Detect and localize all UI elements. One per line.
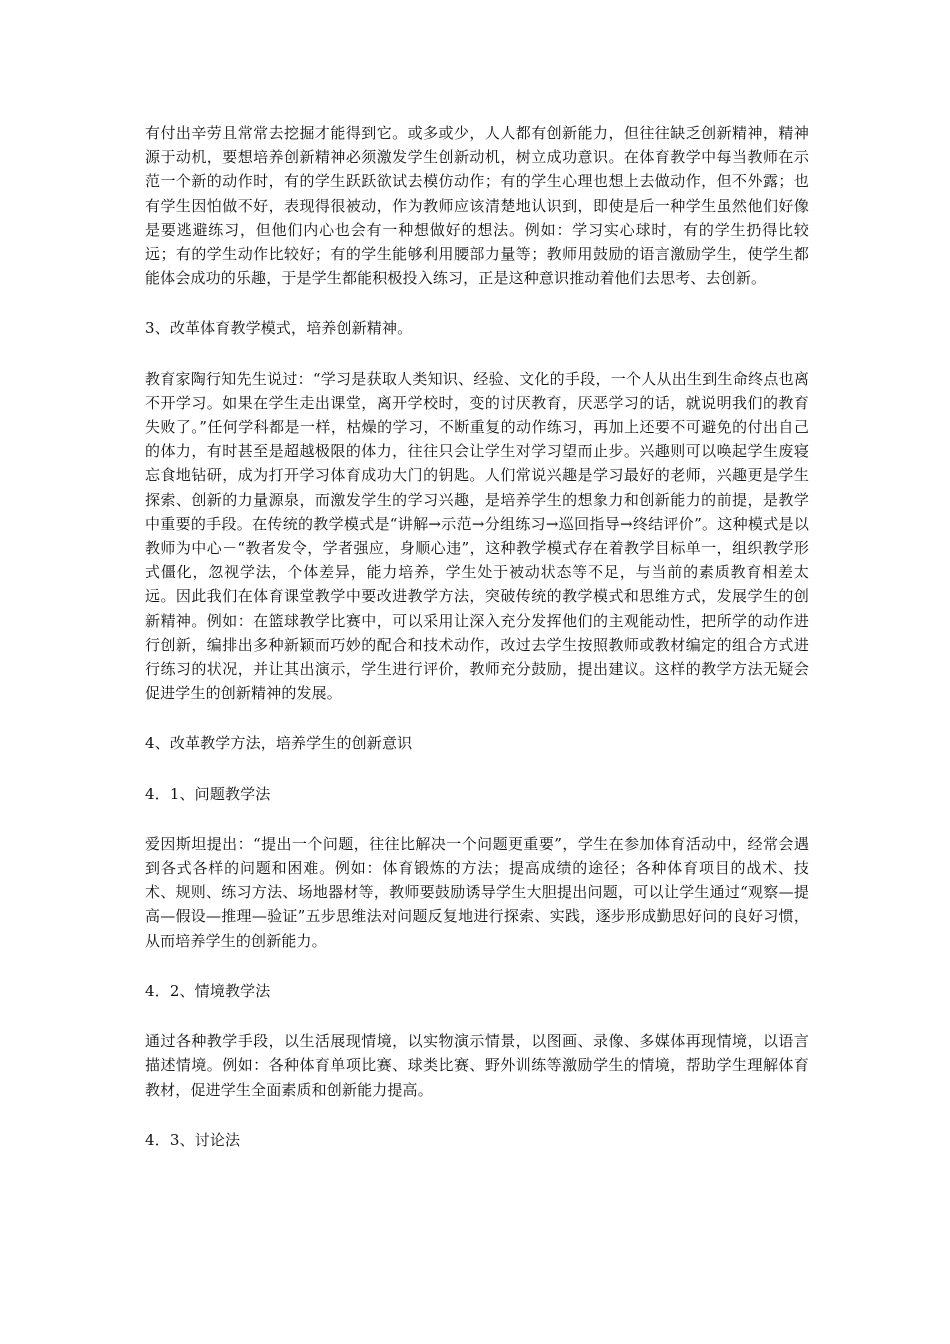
section-heading-4: 4、改革教学方法，培养学生的创新意识 — [145, 734, 413, 753]
paragraph-problem-method: 爱因斯坦提出：“提出一个问题，往往比解决一个问题更重要”，学生在参加体育活动中，经常会遇到各式各样的问题和困难。例如：体育锻炼的方法；提高成绩的途径；各种体育项目的战术、技术、规则、练习方法、场地器材等，教师要鼓励诱导学生大胆提出问题，可以让学生通过“观察—提高—假设—推理—验证”五步思维法对问题反复地进行探索、实践，逐步形成勤思好问的良好习惯，从而培养学生的创新能力。 — [145, 834, 809, 950]
document-body — [145, 121, 809, 1178]
paragraph-situation-method: 通过各种教学手段，以生活展现情境，以实物演示情景，以图画、录像、多媒体再现情境，以语言描述情境。例如：各种体育单项比赛、球类比赛、野外训练等激励学生的情境，帮助学生理解体育教材，促进学生全面素质和创新能力提高。 — [145, 1032, 809, 1099]
paragraph-innovation-motivation: 有付出辛劳且常常去挖掘才能得到它。或多或少，人人都有创新能力，但往往缺乏创新精神，精神源于动机，要想培养创新精神必须激发学生创新动机，树立成功意识。在体育教学中每当教师在示范一个新的动作时，有的学生跃跃欲试去模仿动作；有的学生心理也想上去做动作，但不外露；也有学生因怕做不好，表现得很被动，作为教师应该清楚地认识到，即使是后一种学生虽然他们好像是要逃避练习，但他们内心也会有一种想做好的想法。例如：学习实心球时，有的学生扔得比较远；有的学生动作比较好；有的学生能够利用腰部力量等；教师用鼓励的语言激励学生，使学生都能体会成功的乐趣，于是学生都能积极投入练习，正是这种意识推动着他们去思考、去创新。 — [145, 124, 809, 288]
subsection-heading-4-3: 4．3、讨论法 — [145, 1130, 241, 1149]
subsection-heading-4-1: 4．1、问题教学法 — [145, 784, 271, 803]
section-heading-3: 3、改革体育教学模式，培养创新精神。 — [145, 319, 413, 338]
subsection-heading-4-2: 4．2、情境教学法 — [145, 981, 271, 1000]
paragraph-teaching-model: 教育家陶行知先生说过：“学习是获取人类知识、经验、文化的手段，一个人从出生到生命终点也离不开学习。如果在学生走出课堂，离开学校时，变的讨厌教育，厌恶学习的话，就说明我们的教育失败了。”任何学科都是一样，枯燥的学习，不断重复的动作练习，再加上还要不可避免的付出自己的体力，有时甚至是超越极限的体力，往往只会让学生对学习望而止步。兴趣则可以唤起学生废寝忘食地钻研，成为打开学习体育成功大门的钥匙。人们常说兴趣是学习最好的老师，兴趣更是学生探索、创新的力量源泉，而激发学生的学习兴趣，是培养学生的想象力和创新能力的前提，是教学中重要的手段。在传统的教学模式是“讲解→示范→分组练习→巡回指导→终结评价”。这种模式是以教师为中心－“教者发令，学者强应，身顺心违”，这种教学模式存在着教学目标单一，组织教学形式僵化，忽视学法，个体差异，能力培养，学生处于被动状态等不足，与当前的素质教育相差太远。因此我们在体育课堂教学中要改进教学方法，突破传统的教学模式和思维方式，发展学生的创新精神。例如：在篮球教学比赛中，可以采用让深入充分发挥他们的主观能动性，把所学的动作进行创新，编排出多种新颖而巧妙的配合和技术动作，改过去学生按照教师或教材编定的组合方式进行练习的状况，并让其出演示，学生进行评价，教师充分鼓励，提出建议。这样的教学方法无疑会促进学生的创新精神的发展。 — [145, 369, 809, 703]
